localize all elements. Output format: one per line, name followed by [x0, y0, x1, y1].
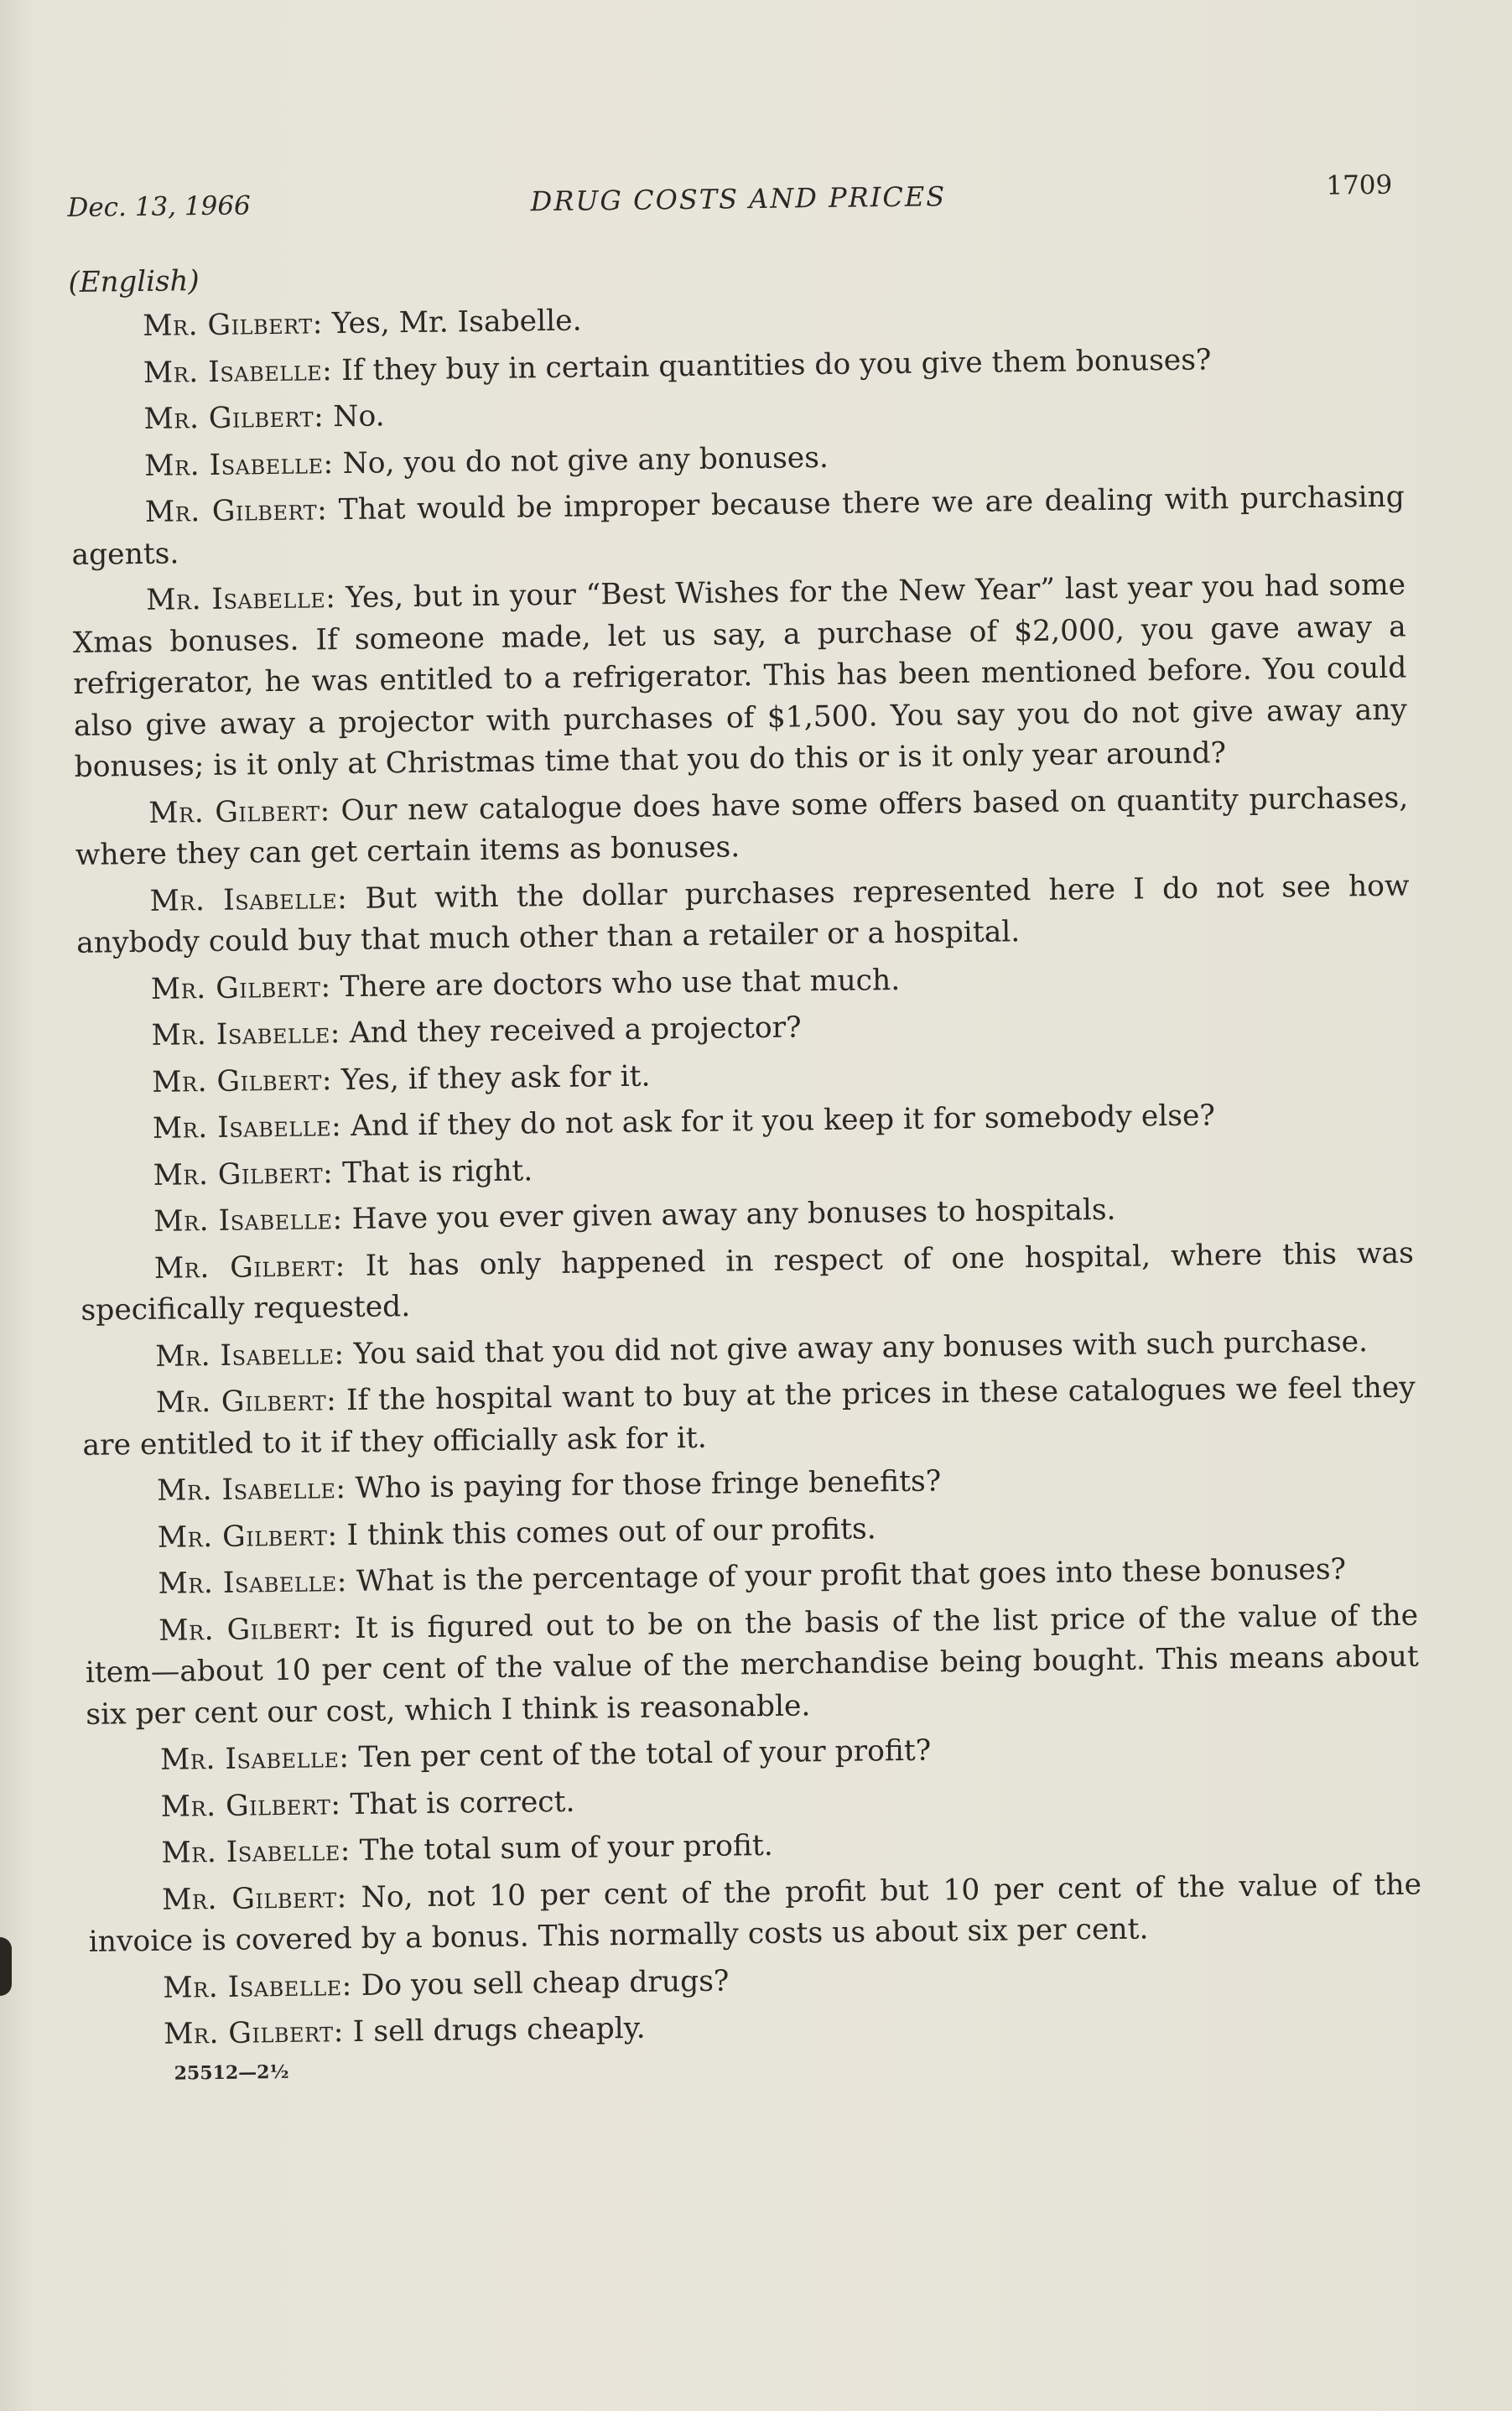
speaker-name: Mr. Isabelle: [158, 1565, 348, 1601]
speech-text: Do you sell cheap drugs? [361, 1964, 730, 2003]
speaker-name: Mr. Isabelle: [152, 1109, 342, 1146]
speech-text: That is right. [342, 1153, 533, 1190]
speech-text: It has only happened in respect of one hospital, where this was specifically requested. [81, 1235, 1415, 1328]
speech-text: I sell drugs cheaply. [352, 2011, 646, 2050]
speaker-name: Mr. Gilbert: [155, 1384, 337, 1420]
dialogue-paragraph [75, 777, 1409, 876]
dialogue-paragraph [71, 477, 1405, 576]
speaker-name: Mr. Isabelle: [151, 1016, 341, 1052]
dialogue-paragraph [88, 1864, 1422, 1963]
speaker-name: Mr. Isabelle: [154, 1337, 345, 1374]
speech-text: What is the percentage of your profit that goes into these bonuses? [356, 1552, 1347, 1598]
speech-text: No. [333, 399, 385, 434]
speaker-name: Mr. Gilbert: [148, 793, 330, 830]
speaker-name: Mr. Gilbert: [150, 969, 331, 1006]
signature-mark: 25512—2½ [174, 2060, 289, 2085]
speaker-name: Mr. Isabelle: [143, 353, 333, 390]
speaker-name: Mr. Gilbert: [143, 400, 325, 436]
page-number: 1709 [1326, 169, 1393, 201]
speaker-name: Mr. Gilbert: [158, 1611, 343, 1648]
speech-text: Yes, Mr. Isabelle. [331, 304, 582, 341]
speaker-name: Mr. Isabelle: [145, 581, 336, 617]
header-title: DRUG COSTS AND PRICES [530, 180, 947, 218]
speech-text: You said that you did not give away any bonuses with such purchase. [353, 1324, 1369, 1371]
speech-text: It is figured out to be on the basis of the list price of the value of the item—about 10 per cent of the value of the merchandise being bought. This means about six per cent our cost, which I think is reasonable. [85, 1598, 1419, 1732]
speech-text: No, not 10 per cent of the profit but 10 per cent of the value of the invoice is covered by a bonus. This normally costs us about six per cent. [88, 1867, 1422, 1959]
page-content [67, 160, 1424, 2086]
speech-text: Who is paying for those fringe benefits? [355, 1464, 942, 1505]
speaker-name: Mr. Gilbert: [142, 307, 324, 343]
speaker-name: Mr. Gilbert: [153, 1156, 334, 1193]
speaker-name: Mr. Gilbert: [163, 2015, 345, 2051]
speech-text: And they received a projector? [349, 1011, 802, 1050]
speech-text: Our new catalogue does have some offers based on quantity purchases, where they can get certain items as bonuses. [75, 781, 1409, 872]
speech-text: If they buy in certain quantities do you give them bonuses? [340, 342, 1212, 387]
speech-text: I think this comes out of our profits. [346, 1511, 876, 1552]
speaker-name: Mr. Isabelle: [156, 1472, 346, 1508]
binding-mark [0, 1937, 12, 1996]
speech-text: That would be improper because there we are dealing with purchasing agents. [71, 480, 1405, 572]
speech-text: If the hospital want to buy at the prices in these catalogues we feel they are entitled to it if they officially ask for it. [82, 1370, 1416, 1463]
speaker-name: Mr. Isabelle: [163, 1968, 353, 2005]
speech-text: Have you ever given away any bonuses to hospitals. [351, 1193, 1116, 1236]
speaker-name: Mr. Isabelle: [161, 1834, 351, 1870]
dialogue-body [69, 291, 1423, 2057]
speaker-name: Mr. Gilbert: [161, 1880, 348, 1917]
dialogue-paragraph [81, 1233, 1415, 1332]
dialogue-paragraph [85, 1595, 1420, 1736]
speaker-name: Mr. Isabelle: [153, 1203, 343, 1239]
dialogue-paragraph [72, 565, 1408, 789]
speech-text: No, you do not give any bonuses. [342, 440, 829, 481]
speaker-name: Mr. Isabelle: [159, 1741, 350, 1777]
speaker-name: Mr. Gilbert: [151, 1063, 333, 1099]
speech-text: The total sum of your profit. [359, 1828, 773, 1868]
speaker-name: Mr. Gilbert: [144, 493, 328, 529]
speaker-name: Mr. Gilbert: [153, 1249, 346, 1286]
speech-text: Yes, if they ask for it. [340, 1059, 651, 1097]
speech-text: That is correct. [350, 1785, 575, 1821]
speaker-name: Mr. Gilbert: [160, 1787, 341, 1824]
dialogue-paragraph [75, 865, 1410, 964]
speech-text: Ten per cent of the total of your profit? [358, 1733, 932, 1774]
speech-text: And if they do not ask for it you keep it for somebody else? [350, 1099, 1216, 1143]
speech-text: There are doctors who use that much. [340, 963, 901, 1004]
speaker-name: Mr. Isabelle: [149, 881, 348, 918]
language-note: (English) [68, 264, 200, 299]
header-date: Dec. 13, 1966 [67, 190, 251, 223]
dialogue-paragraph [82, 1367, 1416, 1466]
speaker-name: Mr. Gilbert: [157, 1518, 338, 1555]
running-head [67, 160, 1401, 226]
speech-text: But with the dollar purchases represented here I do not see how anybody could buy that much other than a retailer or a hospital. [75, 869, 1410, 960]
speech-text: Yes, but in your “Best Wishes for the New Year” last year you had some Xmas bonuses. If someone made, let us say, a purchase of $2,000, you gave away a refrigerator, he was entitled to a refrigerator. This has been mentioned before. You could also give away a projector with purchases of $1,500. You say you do not give away any bonuses; is it only at Christmas time that you do this or is it only year around? [72, 568, 1408, 784]
speaker-name: Mr. Isabelle: [143, 446, 334, 483]
